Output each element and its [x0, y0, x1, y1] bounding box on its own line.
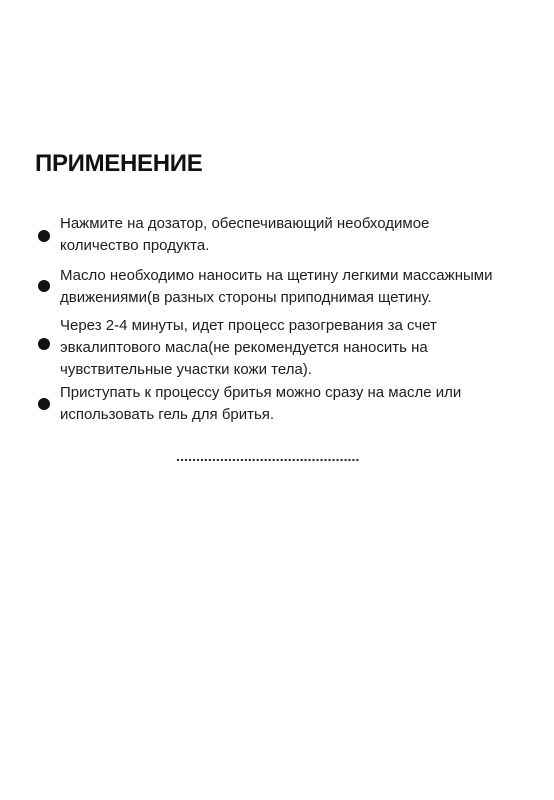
list-item-text: Масло необходимо наносить на щетину легкими массажными движениями(в разных стороны приподнимая щетину. — [60, 267, 493, 306]
dotted-divider: .............................................. — [176, 448, 360, 464]
list-item-text: Нажмите на дозатор, обеспечивающий необходимое количество продукта. — [60, 215, 430, 254]
page-title: ПРИМЕНЕНИЕ — [35, 150, 203, 177]
bullet-icon — [38, 338, 50, 350]
list-item-text: Через 2-4 минуты, идет процесс разогревания за счет эвкалиптового масла(не рекомендуется наносить на чувствительные участки кожи тела). — [60, 317, 437, 378]
bullet-icon — [38, 230, 50, 242]
bullet-icon — [38, 398, 50, 410]
list-item-text: Приступать к процессу бритья можно сразу на масле или использовать гель для бритья. — [60, 384, 462, 423]
bullet-icon — [38, 280, 50, 292]
